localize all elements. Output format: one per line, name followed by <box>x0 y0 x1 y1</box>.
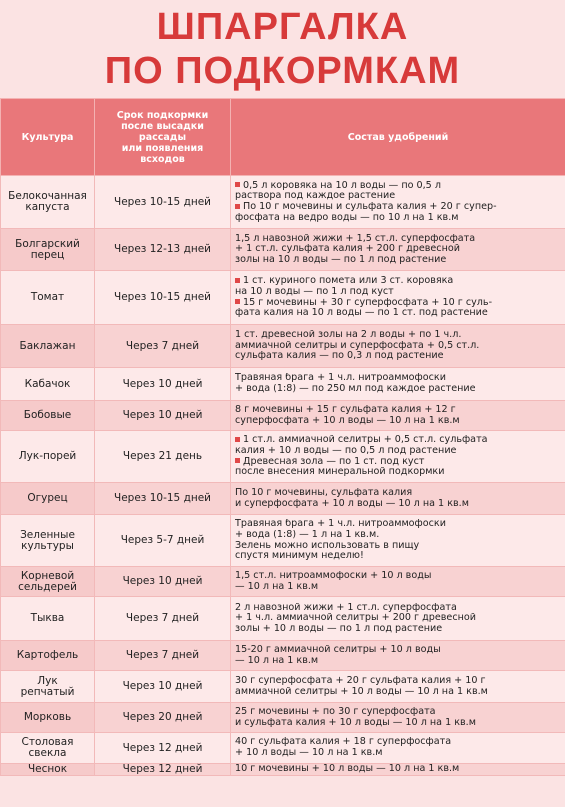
table-row <box>1 671 565 703</box>
composition-text: на 10 л воды — по 1 л под куст <box>235 286 394 297</box>
crop-cell <box>1 703 95 733</box>
composition-line <box>235 707 561 718</box>
composition-line <box>235 276 561 287</box>
timing-cell: Через 12 дней <box>95 764 231 776</box>
timing-cell: Через 10 дней <box>95 567 231 597</box>
timing-cell: Через 10 дней <box>95 368 231 401</box>
composition-line <box>235 341 561 352</box>
timing-cell: Через 10 дней <box>95 671 231 703</box>
table-row <box>1 368 565 401</box>
table-row <box>1 515 565 567</box>
header-timing-line: всходов <box>140 153 185 165</box>
crop-cell <box>1 483 95 515</box>
composition-text: 8 г мочевины + 15 г сульфата калия + 12 г <box>235 404 456 415</box>
composition-cell <box>231 368 565 401</box>
composition-line <box>235 499 561 510</box>
composition-text: 1,5 ст.л. нитроаммофоски + 10 л воды <box>235 570 432 581</box>
timing-cell: Через 12-13 дней <box>95 229 231 271</box>
crop-name-line: Зеленные <box>20 528 75 541</box>
crop-cell <box>1 567 95 597</box>
timing-cell: Через 10 дней <box>95 401 231 431</box>
header-timing-line: рассады <box>138 131 187 143</box>
composition-line <box>235 373 561 384</box>
bullet-icon <box>235 299 240 304</box>
composition-line <box>235 435 561 446</box>
composition-cell <box>231 597 565 641</box>
crop-cell <box>1 176 95 229</box>
timing-cell: Через 7 дней <box>95 325 231 368</box>
crop-name-line: перец <box>30 248 65 261</box>
crop-cell <box>1 368 95 401</box>
composition-line <box>235 202 561 213</box>
composition-text: По 10 г мочевины и сульфата калия + 20 г супер- <box>243 202 497 212</box>
composition-text: 1 ст. куриного помета или 3 ст. коровяка <box>243 276 454 287</box>
composition-line <box>235 603 561 614</box>
composition-text: — 10 л на 1 кв.м <box>235 655 319 666</box>
bullet-icon <box>235 458 240 463</box>
timing-cell: Через 7 дней <box>95 597 231 641</box>
composition-line <box>235 737 561 748</box>
composition-text: золы на 10 л воды — по 1 л под растение <box>235 254 447 265</box>
timing-cell: Через 10-15 дней <box>95 483 231 515</box>
composition-line <box>235 467 561 478</box>
composition-text: 15 г мочевины + 30 г суперфосфата + 10 г суль- <box>243 297 493 308</box>
composition-text: 1,5 л навозной жижи + 1,5 ст.л. суперфосфата <box>235 233 476 244</box>
composition-line <box>235 687 561 698</box>
crop-name-line: культуры <box>21 539 74 552</box>
table-row <box>1 431 565 483</box>
timing-cell: Через 10-15 дней <box>95 271 231 325</box>
page-title <box>0 0 565 96</box>
bullet-icon <box>235 278 240 283</box>
composition-line <box>235 488 561 499</box>
crop-cell <box>1 671 95 703</box>
title-line-1: ШПАРГАЛКА <box>156 6 409 48</box>
composition-text: Травяная брага + 1 ч.л. нитроаммофоски <box>235 519 446 530</box>
crop-cell <box>1 229 95 271</box>
crop-cell <box>1 401 95 431</box>
composition-text: + вода (1:8) — 1 л на 1 кв.м. <box>235 529 380 540</box>
composition-line <box>235 244 561 255</box>
timing-cell: Через 20 дней <box>95 703 231 733</box>
crop-cell <box>1 733 95 764</box>
crop-name-line: Болгарский <box>15 237 80 250</box>
composition-line <box>235 213 561 224</box>
composition-line <box>235 457 561 468</box>
crop-name-line: Белокочанная <box>8 190 87 202</box>
composition-line <box>235 330 561 341</box>
composition-text: 10 г мочевины + 10 л воды — 10 л на 1 кв.м <box>235 764 460 775</box>
composition-line <box>235 351 561 362</box>
composition-line <box>235 446 561 457</box>
composition-line <box>235 624 561 635</box>
fertilizer-table <box>0 98 565 776</box>
composition-cell <box>231 271 565 325</box>
composition-text: 15-20 г аммиачной селитры + 10 л воды <box>235 644 441 655</box>
bullet-icon <box>235 204 240 209</box>
crop-name-line: Чеснок <box>27 763 68 775</box>
table-row <box>1 597 565 641</box>
crop-cell <box>1 271 95 325</box>
composition-line <box>235 718 561 729</box>
crop-name-line: Бобовые <box>23 409 72 421</box>
composition-text: Травяная брага + 1 ч.л. нитроаммофоски <box>235 373 446 384</box>
composition-cell <box>231 671 565 703</box>
composition-text: калия + 10 л воды — по 0,5 л под растение <box>235 445 457 456</box>
bullet-icon <box>235 182 240 187</box>
composition-text: 2 л навозной жижи + 1 ст.л. суперфосфата <box>235 602 457 613</box>
composition-line <box>235 582 561 593</box>
composition-text: и суперфосфата + 10 л воды — 10 л на 1 кв.м <box>235 498 469 509</box>
composition-line <box>235 645 561 656</box>
composition-line <box>235 234 561 245</box>
composition-line <box>235 530 561 541</box>
composition-text: 1 ст. древесной золы на 2 л воды + по 1 ч.л. <box>235 330 462 341</box>
composition-text: и сульфата калия + 10 л воды — 10 л на 1 кв.м <box>235 717 476 728</box>
crop-name-line: Тыква <box>30 612 65 624</box>
composition-cell <box>231 325 565 368</box>
crop-name-line: сельдерей <box>18 580 77 593</box>
composition-line <box>235 405 561 416</box>
composition-line <box>235 551 561 562</box>
crop-name-line: капуста <box>25 201 70 213</box>
composition-cell <box>231 176 565 229</box>
composition-line <box>235 298 561 309</box>
header-timing-line: или появления <box>121 142 204 154</box>
table-row <box>1 325 565 368</box>
composition-cell <box>231 515 565 567</box>
timing-cell: Через 12 дней <box>95 733 231 764</box>
header-composition: Состав удобрений <box>231 99 565 176</box>
composition-text: аммиачной селитры + 10 л воды — 10 л на 1 кв.м <box>235 686 488 697</box>
table-row <box>1 641 565 671</box>
crop-cell <box>1 431 95 483</box>
composition-cell <box>231 733 565 764</box>
composition-text: + 1 ч.л. аммиачной селитры + 200 г древесной <box>235 613 476 624</box>
crop-cell <box>1 325 95 368</box>
title-line-2: ПО ПОДКОРМКАМ <box>104 50 461 92</box>
timing-cell: Через 10-15 дней <box>95 176 231 229</box>
composition-text: 25 г мочевины + по 30 г суперфосфата <box>235 706 436 717</box>
composition-text: + 1 ст.л. сульфата калия + 200 г древесной <box>235 244 460 255</box>
header-timing <box>95 99 231 176</box>
crop-name-line: свекла <box>28 747 67 759</box>
crop-name-line: Лук-порей <box>18 450 77 462</box>
composition-text: Древесная зола — по 1 ст. под куст <box>243 456 425 467</box>
table-row <box>1 764 565 776</box>
bullet-icon <box>235 437 240 442</box>
composition-text: сульфата калия — по 0,3 л под растение <box>235 351 444 362</box>
composition-text: фосфата на ведро воды — по 10 л на 1 кв.м <box>235 212 459 223</box>
table-header-row <box>1 99 565 176</box>
composition-line <box>235 571 561 582</box>
composition-cell <box>231 567 565 597</box>
table-body <box>1 176 565 776</box>
crop-name-line: Корневой <box>20 569 75 582</box>
crop-name-line: Баклажан <box>19 339 76 352</box>
composition-text: аммиачной селитры и суперфосфата + 0,5 ст.л. <box>235 340 480 351</box>
table-row <box>1 483 565 515</box>
table-row <box>1 176 565 229</box>
timing-cell: Через 7 дней <box>95 641 231 671</box>
composition-line <box>235 181 561 192</box>
composition-line <box>235 191 561 202</box>
composition-text: 40 г сульфата калия + 18 г суперфосфата <box>235 737 452 748</box>
composition-line <box>235 613 561 624</box>
composition-text: Зелень можно использовать в пищу <box>235 540 420 551</box>
crop-name-line: Морковь <box>23 711 72 723</box>
crop-cell <box>1 641 95 671</box>
crop-name-line: Столовая <box>21 736 74 748</box>
table-row <box>1 271 565 325</box>
timing-cell: Через 5-7 дней <box>95 515 231 567</box>
crop-name-line: Кабачок <box>24 377 71 390</box>
crop-cell <box>1 597 95 641</box>
table-row <box>1 733 565 764</box>
composition-text: 0,5 л коровяка на 10 л воды — по 0,5 л <box>243 180 441 191</box>
composition-text: — 10 л на 1 кв.м <box>235 581 319 592</box>
composition-line <box>235 748 561 759</box>
composition-text: золы + 10 л воды — по 1 л под растение <box>235 623 443 634</box>
crop-name-line: Картофель <box>16 649 79 661</box>
composition-cell <box>231 483 565 515</box>
header-timing-line: после высадки <box>121 120 204 132</box>
composition-cell <box>231 229 565 271</box>
composition-text: + вода (1:8) — по 250 мл под каждое растение <box>235 384 476 394</box>
crop-name-line: Томат <box>30 291 65 303</box>
composition-text: фата калия на 10 л воды — по 1 ст. под растение <box>235 308 488 319</box>
crop-name-line: Лук <box>37 674 58 687</box>
composition-cell <box>231 641 565 671</box>
table-row <box>1 567 565 597</box>
header-timing-line: Срок подкормки <box>116 109 209 121</box>
crop-name-line: репчатый <box>20 685 75 698</box>
table-row <box>1 703 565 733</box>
composition-cell <box>231 703 565 733</box>
composition-line <box>235 541 561 552</box>
composition-line <box>235 287 561 298</box>
composition-line <box>235 676 561 687</box>
composition-text: после внесения минеральной подкормки <box>235 467 445 478</box>
composition-line <box>235 519 561 530</box>
composition-text: спустя минимум неделю! <box>235 551 364 562</box>
composition-cell <box>231 401 565 431</box>
composition-line <box>235 384 561 395</box>
composition-line <box>235 416 561 427</box>
composition-text: 30 г суперфосфата + 20 г сульфата калия + 10 г <box>235 675 486 686</box>
crop-name-line: Огурец <box>27 492 68 504</box>
timing-cell: Через 21 день <box>95 431 231 483</box>
composition-line <box>235 308 561 319</box>
composition-text: 1 ст.л. аммиачной селитры + 0,5 ст.л. сульфата <box>243 435 488 446</box>
crop-cell <box>1 515 95 567</box>
crop-cell <box>1 764 95 776</box>
header-crop: Культура <box>1 99 95 176</box>
composition-text: суперфосфата + 10 л воды — 10 л на 1 кв.м <box>235 415 460 426</box>
composition-cell <box>231 431 565 483</box>
composition-cell <box>231 764 565 776</box>
composition-line <box>235 255 561 266</box>
composition-line <box>235 764 561 775</box>
composition-text: + 10 л воды — 10 л на 1 кв.м <box>235 748 383 758</box>
composition-text: раствора под каждое растение <box>235 191 396 202</box>
composition-line <box>235 656 561 667</box>
composition-text: По 10 г мочевины, сульфата калия <box>235 487 413 498</box>
table-row <box>1 401 565 431</box>
table-row <box>1 229 565 271</box>
